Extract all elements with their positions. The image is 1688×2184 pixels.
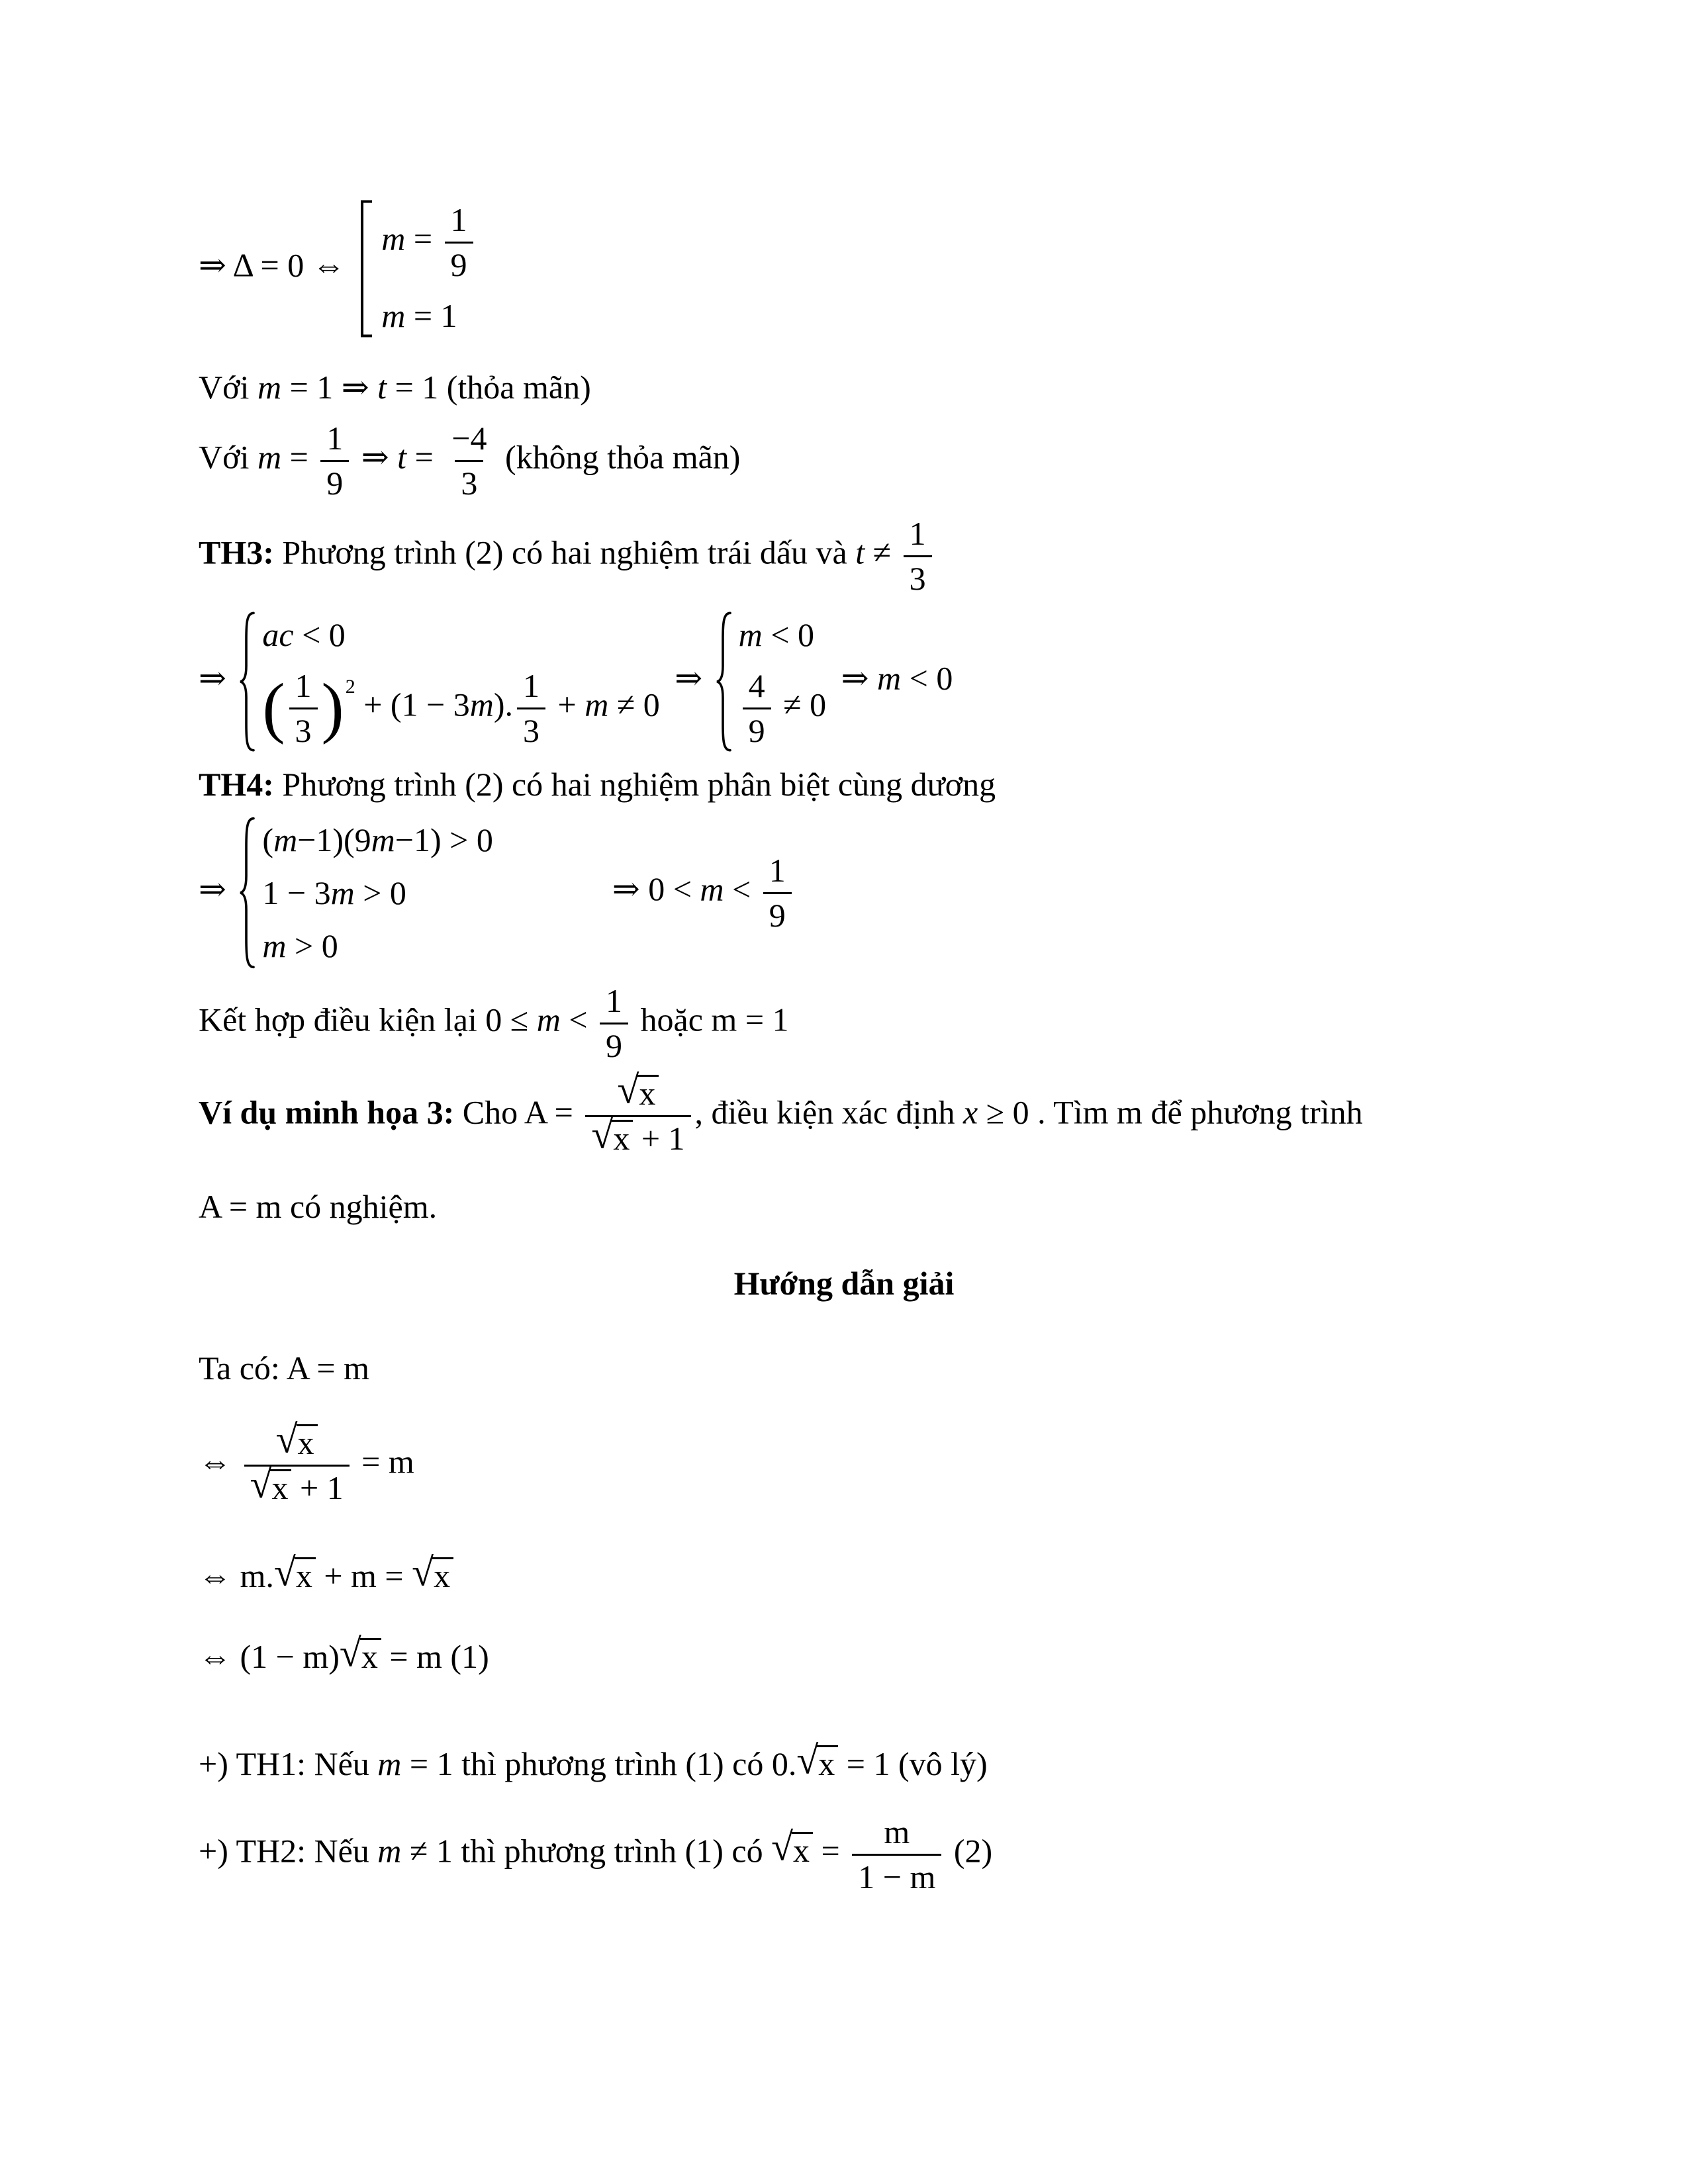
text-run: ⇒ 0 <	[612, 870, 700, 908]
fraction-denominator: 3	[517, 707, 545, 751]
sqrt-argument: x	[270, 1469, 291, 1504]
math-var: m	[585, 686, 609, 723]
case-row	[381, 294, 477, 338]
brace-cases-group	[714, 609, 830, 754]
text-run: ≠ 0	[608, 686, 660, 723]
math-line-17	[199, 1812, 1595, 1897]
fraction-denominator: 1 − m	[852, 1854, 941, 1897]
text-run: A = m	[286, 1349, 370, 1387]
fraction	[445, 200, 473, 285]
sqrt-expression	[339, 1631, 381, 1675]
case-row	[262, 613, 659, 657]
sqrt-argument: x	[360, 1638, 381, 1673]
fraction-numerator: m	[884, 1813, 910, 1850]
math-line-6	[199, 762, 1595, 806]
math-var: t	[855, 533, 865, 571]
case-row	[262, 871, 492, 915]
case-row	[262, 818, 492, 862]
math-line-3	[199, 418, 1595, 503]
fraction-denominator	[585, 1115, 690, 1158]
text-run: 0.	[771, 1745, 797, 1782]
text-run: ⇒	[833, 659, 878, 697]
fraction	[763, 850, 792, 935]
math-var: x	[962, 1093, 978, 1131]
case-row	[262, 924, 492, 968]
radical-icon: √	[617, 1068, 639, 1112]
fraction-numerator: 1	[769, 852, 786, 889]
fraction	[743, 666, 771, 751]
math-var: m	[330, 874, 355, 911]
text-run: + 1	[291, 1469, 344, 1506]
text-run: ⇒ Δ = 0 ⇔	[199, 246, 354, 284]
math-line-7	[199, 814, 1595, 972]
fraction-numerator: 1	[326, 420, 344, 457]
text-run: ⇒	[199, 659, 235, 697]
fraction-numerator: 1	[450, 201, 467, 238]
text-run: Với	[199, 438, 258, 476]
text-run: = 1 (thỏa mãn)	[387, 369, 591, 406]
fraction	[289, 666, 318, 751]
fraction	[320, 418, 349, 503]
math-var: m	[381, 297, 406, 334]
math-var: m	[377, 1832, 402, 1870]
text-run: > 0	[354, 874, 406, 911]
text-run: < 0	[762, 616, 814, 653]
section-title: Hướng dẫn giải	[733, 1265, 955, 1302]
fraction-denominator: 9	[445, 242, 473, 285]
case-row	[739, 613, 826, 657]
sqrt-expression	[617, 1068, 659, 1112]
math-var: m	[257, 369, 282, 406]
math-line-9	[199, 1068, 1595, 1158]
text-run: A = m	[199, 1188, 282, 1225]
text-run: ⇒	[353, 438, 398, 476]
math-line-4	[199, 514, 1595, 598]
sqrt-expression	[412, 1550, 453, 1594]
sqrt-expression	[771, 1825, 813, 1870]
math-line-15	[199, 1631, 1595, 1678]
math-var: m	[469, 686, 494, 723]
math-line-16	[199, 1738, 1595, 1786]
fraction	[244, 1417, 350, 1508]
brace-icon	[714, 610, 732, 753]
fraction-numerator: 1	[909, 515, 926, 552]
math-line-13	[199, 1417, 1595, 1508]
sqrt-expression	[275, 1417, 318, 1461]
exponent: 2	[345, 675, 355, 698]
text-run: = m	[353, 1443, 414, 1480]
fraction-denominator: 9	[320, 460, 349, 503]
math-line-1	[199, 196, 1595, 341]
text-run: Phương trình (2) có hai nghiệm phân biệt cùng dương	[273, 766, 996, 803]
radical-icon: √	[250, 1462, 272, 1506]
math-var: m	[536, 1001, 561, 1038]
fraction-numerator: 1	[606, 982, 623, 1019]
text-run: (	[262, 821, 274, 858]
radical-icon: √	[273, 1550, 296, 1594]
case-row	[739, 666, 826, 751]
text-run: +) TH1: Nếu	[199, 1745, 378, 1782]
text-run: =	[406, 438, 442, 476]
radical-icon: √	[412, 1550, 434, 1594]
radical-icon: √	[275, 1417, 298, 1461]
fraction	[445, 418, 492, 503]
text-run: ≠ 1 thì phương trình (1) có	[401, 1832, 772, 1870]
text-run: −1) > 0	[395, 821, 493, 858]
text-run: A =	[524, 1093, 582, 1131]
text-run: ⇒	[199, 870, 235, 908]
text-run: ⇒	[666, 659, 711, 697]
fraction	[585, 1068, 690, 1158]
text-run: <	[560, 1001, 596, 1038]
text-run: 0 ≤	[485, 1001, 537, 1038]
radical-icon: √	[591, 1113, 614, 1157]
text-run: (không thỏa mãn)	[496, 438, 741, 476]
math-var: m	[381, 220, 406, 257]
text-run: ≠	[865, 533, 900, 571]
fraction-denominator: 3	[455, 460, 483, 503]
bracket-icon	[356, 197, 375, 340]
text-run: = 1 (vô lý)	[838, 1745, 988, 1782]
brace-icon	[237, 610, 256, 753]
fraction-numerator	[611, 1068, 665, 1115]
sqrt-argument: x	[612, 1120, 633, 1155]
math-line-5	[199, 609, 1595, 754]
bracket-cases-group	[356, 196, 481, 341]
sqrt-argument: x	[297, 1424, 318, 1459]
math-var: m	[262, 927, 287, 964]
text-run: > 0	[286, 927, 338, 964]
section-heading	[199, 1261, 1489, 1305]
math-var: m	[738, 616, 763, 653]
sqrt-expression	[273, 1550, 316, 1594]
text-run: =	[813, 1832, 849, 1870]
text-run: có nghiệm.	[281, 1188, 438, 1225]
text-run: Phương trình (2) có hai nghiệm trái dấu và	[273, 533, 856, 571]
fraction-numerator: 1	[295, 667, 312, 704]
sqrt-argument: x	[817, 1745, 838, 1780]
text-run: ).	[493, 686, 513, 723]
fraction-denominator: 9	[600, 1023, 628, 1066]
case-label: TH3:	[199, 533, 274, 571]
math-var: t	[377, 369, 387, 406]
math-line-10	[199, 1185, 1595, 1228]
fraction-denominator: 3	[904, 555, 932, 598]
brace-icon	[237, 815, 256, 970]
fraction-numerator: −4	[451, 420, 487, 457]
sqrt-expression	[591, 1113, 633, 1157]
text-run: ≠ 0	[774, 686, 827, 723]
math-var: m	[877, 659, 902, 697]
text-run: , điều kiện xác định	[694, 1093, 963, 1131]
fraction	[517, 666, 545, 751]
text-run: −1)(9	[297, 821, 371, 858]
radical-icon: √	[339, 1631, 361, 1675]
sqrt-expression	[796, 1738, 838, 1782]
fraction	[904, 514, 932, 598]
math-line-2	[199, 365, 1595, 409]
text-run: + 1	[633, 1120, 685, 1157]
text-run: m.	[240, 1557, 274, 1594]
text-run: Với	[199, 369, 258, 406]
math-var: m	[700, 870, 724, 908]
fraction-numerator: 1	[523, 667, 539, 704]
math-var: m	[371, 821, 395, 858]
radical-icon: √	[771, 1825, 794, 1870]
sqrt-argument: x	[637, 1075, 659, 1110]
fraction-denominator	[244, 1462, 350, 1508]
math-var: m	[377, 1745, 402, 1782]
fraction-numerator	[270, 1417, 324, 1465]
text-run: +	[549, 686, 585, 723]
fraction-denominator: 3	[289, 707, 318, 751]
fraction-denominator: 9	[743, 707, 771, 751]
example-label: Ví dụ minh họa 3:	[199, 1093, 455, 1131]
case-row	[381, 200, 477, 285]
fraction	[600, 981, 628, 1066]
text-run: =	[281, 438, 317, 476]
text-run: (2)	[945, 1832, 993, 1870]
text-run: + (1 − 3	[355, 686, 470, 723]
brace-cases-group	[237, 609, 663, 754]
text-run: (1 − m)	[240, 1638, 340, 1675]
text-run: =	[405, 220, 441, 257]
math-line-8	[199, 981, 1595, 1066]
text-run: = 1 ⇒	[281, 369, 378, 406]
text-run: ⇔	[199, 1638, 240, 1675]
case-row: ( $\frac{1}{3}$ )$^2$ + (1 − 3m). $\frac{1}{3}$ + m ≠ 0	[262, 667, 660, 749]
fraction	[852, 1812, 941, 1897]
text-run: ≥ 0 . Tìm m để phương trình	[978, 1093, 1363, 1131]
fraction-numerator: 4	[748, 667, 765, 704]
text-run: = m (1)	[381, 1638, 489, 1675]
text-run: = 1	[405, 297, 457, 334]
text-run: + m =	[315, 1557, 412, 1594]
text-run: = 1 thì phương trình (1) có	[401, 1745, 772, 1782]
text-run: Cho	[454, 1093, 524, 1131]
math-var: ac	[262, 616, 294, 653]
text-run: ⇔	[199, 1557, 240, 1594]
math-line-12	[199, 1346, 1595, 1390]
text-run: Ta có:	[199, 1349, 287, 1387]
radical-icon: √	[796, 1738, 819, 1782]
case-label: TH4:	[199, 766, 274, 803]
math-line-14	[199, 1550, 1595, 1598]
text-run: Kết hợp điều kiện lại	[199, 1001, 486, 1038]
brace-cases-group	[237, 814, 496, 972]
text-run: <	[724, 870, 759, 908]
text-run: ⇔	[199, 1443, 240, 1480]
sqrt-argument: x	[432, 1557, 453, 1592]
math-var: m	[257, 438, 282, 476]
sqrt-expression	[250, 1462, 292, 1506]
sqrt-argument: x	[792, 1832, 813, 1867]
text-run: +) TH2: Nếu	[199, 1832, 378, 1870]
text-run: hoặc m = 1	[632, 1001, 789, 1038]
text-run: 1 − 3	[262, 874, 331, 911]
fraction-denominator: 9	[763, 892, 792, 935]
text-run: < 0	[293, 616, 346, 653]
sqrt-argument: x	[295, 1557, 316, 1592]
text-run: < 0	[901, 659, 953, 697]
math-var: m	[273, 821, 298, 858]
math-var: t	[397, 438, 407, 476]
